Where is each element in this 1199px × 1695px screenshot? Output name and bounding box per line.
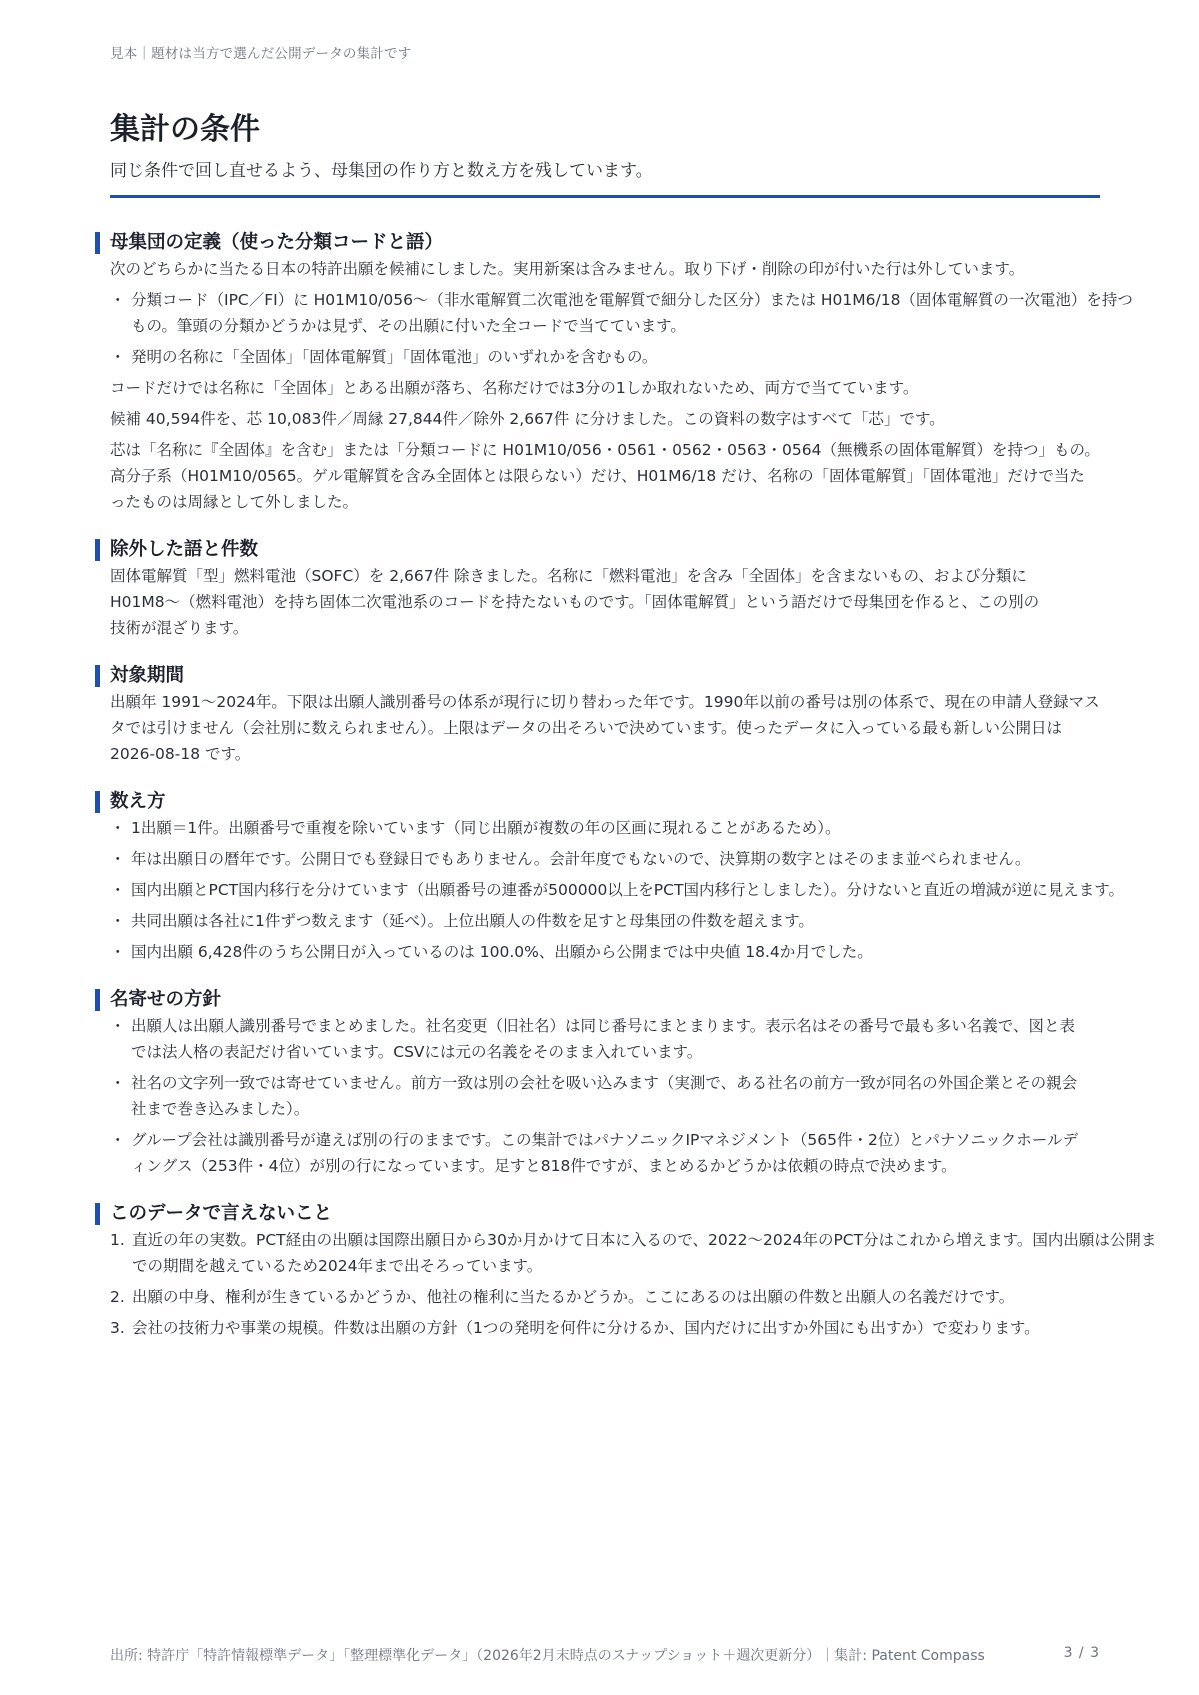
section-heading: [95, 537, 1135, 563]
bullet-text: 社名の文字列一致では寄せていません。前方一致は別の会社を吸い込みます（実測で、ある社名の前方一致が同名の外国企業とその親会社まで巻き込みました）。: [131, 1074, 1078, 1118]
section-heading-text: 数え方: [110, 791, 166, 812]
paragraph: 出願年 1991〜2024年。下限は出願人識別番号の体系が現行に切り替わった年です。1990年以前の番号は別の体系で、現在の申請人登録マスタでは引けません（会社別に数えられません）。上限はデータの出そろいで決めています。使ったデータに入っている最も新しい公開日は 2026-08-18 です。: [110, 693, 1100, 763]
bullet-text: 国内出願とPCT国内移行を分けています（出願番号の連番が500000以上をPCT国内移行としました）。分けないと直近の増減が逆に見えます。: [131, 881, 1124, 899]
bullet-text: 年は出願日の暦年です。公開日でも登録日でもありません。会計年度でもないので、決算期の数字とはそのまま並べられません。: [131, 850, 1031, 868]
footer-source: 出所: 特許庁「特許情報標準データ」「整理標準化データ」（2026年2月末時点のスナップショット＋週次更新分）｜集計: Patent Compass: [110, 1648, 985, 1664]
title-block: [110, 110, 1100, 198]
section-marker: [95, 989, 100, 1011]
bullet-text: 1出願＝1件。出願番号で重複を除いています（同じ出願が複数の年の区画に現れることがあるため）。: [131, 819, 841, 837]
bullet-mark: ・: [110, 348, 126, 366]
bullet-item: [110, 908, 1086, 934]
numbered-item: [110, 1227, 1162, 1279]
bullet-mark: ・: [110, 881, 126, 899]
bullet-item: [110, 1127, 1086, 1179]
bullet-text: 国内出願 6,428件のうち公開日が入っているのは 100.0%、出願から公開までは中央値 18.4か月でした。: [131, 943, 873, 961]
section-heading: [95, 230, 1135, 256]
page-footer: [110, 1645, 1100, 1665]
paragraph: 固体電解質「型」燃料電池（SOFC）を 2,667件 除きました。名称に「燃料電池」を含み「全固体」を含まないもの、および分類に H01M8〜（燃料電池）を持ち固体二次電池系のコードを持たないものです。「固体電解質」という語だけで母集団を作ると、この別の技術が混ざります。: [110, 567, 1040, 637]
section-limitations: [95, 1201, 1157, 1341]
bullet-item: [110, 939, 1086, 965]
section-population-definition: [95, 230, 1135, 515]
bullet-mark: ・: [110, 912, 126, 930]
title-divider: [110, 195, 1100, 198]
bullet-item: [110, 846, 1086, 872]
section-marker: [95, 665, 100, 687]
bullet-item: [110, 344, 1086, 370]
numbered-item: [110, 1315, 1077, 1341]
numbered-text: 出願の中身、権利が生きているかどうか、他社の権利に当たるかどうか。ここにあるのは出願の件数と出願人の名義だけです。: [132, 1288, 1015, 1306]
section-marker: [95, 1203, 100, 1225]
main-content: [95, 230, 1157, 1363]
bullet-item: [110, 1013, 1086, 1065]
numbered-text: 直近の年の実数。PCT経由の出願は国際出願日から30か月かけて日本に入るので、2022〜2024年のPCT分はこれから増えます。国内出願は公開までの期間を越えているため2024年まで出そろっています。: [132, 1231, 1157, 1275]
section-heading-text: 名寄せの方針: [110, 989, 222, 1010]
bullet-text: グループ会社は識別番号が違えば別の行のままです。この集計ではパナソニックIPマネジメント（565件・2位）とパナソニックホールディングス（253件・4位）が別の行になっています。足すと818件ですが、まとめるかどうかは依頼の時点で決めます。: [131, 1131, 1078, 1175]
section-marker: [95, 791, 100, 813]
section-excluded-terms: [95, 537, 1135, 641]
page-subtitle: 同じ条件で回し直せるよう、母集団の作り方と数え方を残しています。: [110, 161, 653, 181]
section-target-period: [95, 663, 1135, 767]
section-heading: [95, 789, 1135, 815]
section-heading-text: 母集団の定義（使った分類コードと語）: [110, 232, 444, 253]
page-number: 3 / 3: [1063, 1645, 1100, 1661]
paragraph: 次のどちらかに当たる日本の特許出願を候補にしました。実用新案は含みません。取り下げ・削除の印が付いた行は外しています。: [110, 260, 1025, 278]
bullet-mark: ・: [110, 1074, 126, 1092]
item-number: 1.: [110, 1231, 125, 1249]
bullet-item: [110, 815, 1086, 841]
paragraph: コードだけでは名称に「全固体」とある出願が落ち、名称だけでは3分の1しか取れないため、両方で当てています。: [110, 379, 919, 397]
item-number: 2.: [110, 1288, 125, 1306]
paragraph: 候補 40,594件を、芯 10,083件／周縁 27,844件／除外 2,667件 に分けました。この資料の数字はすべて「芯」です。: [110, 410, 945, 428]
bullet-item: [110, 877, 1141, 903]
section-marker: [95, 232, 100, 254]
bullet-mark: ・: [110, 819, 126, 837]
bullet-mark: ・: [110, 943, 126, 961]
numbered-text: 会社の技術力や事業の規模。件数は出願の方針（1つの発明を何件に分けるか、国内だけに出すか外国にも出すか）で変わります。: [132, 1319, 1040, 1337]
bullet-mark: ・: [110, 1017, 126, 1035]
section-heading-text: 対象期間: [110, 665, 185, 686]
section-heading: [95, 987, 1135, 1013]
bullet-mark: ・: [110, 850, 126, 868]
section-name-consolidation: [95, 987, 1135, 1179]
section-counting-method: [95, 789, 1135, 965]
page-title: 集計の条件: [110, 112, 260, 147]
bullet-text: 共同出願は各社に1件ずつ数えます（延べ）。上位出願人の件数を足すと母集団の件数を超えます。: [131, 912, 814, 930]
section-heading-text: 除外した語と件数: [110, 539, 259, 560]
section-marker: [95, 539, 100, 561]
bullet-text: 分類コード（IPC／FI）に H01M10/056〜（非水電解質二次電池を電解質で細分した区分）または H01M6/18（固体電解質の一次電池）を持つもの。筆頭の分類かどうかは見ず、その出願に付いた全コードで当てています。: [131, 291, 1133, 335]
section-heading: [95, 663, 1135, 689]
bullet-text: 出願人は出願人識別番号でまとめました。社名変更（旧社名）は同じ番号にまとまります。表示名はその番号で最も多い名義で、図と表では法人格の表記だけ省いています。CSVには元の名義をそのまま入れています。: [131, 1017, 1075, 1061]
numbered-item: [110, 1284, 1162, 1310]
paragraph: 芯は「名称に『全固体』を含む」または「分類コードに H01M10/056・0561・0562・0563・0564（無機系の固体電解質）を持つ」もの。高分子系（H01M10/0565。ゲル電解質を含み全固体とは限らない）だけ、H01M6/18 だけ、名称の「固体電解質」「固体電池」だけで当たったものは周縁として外しました。: [110, 441, 1100, 511]
section-heading-text: このデータで言えないこと: [110, 1203, 333, 1224]
bullet-item: [110, 287, 1141, 339]
bullet-item: [110, 1070, 1086, 1122]
item-number: 3.: [110, 1319, 125, 1337]
bullet-text: 発明の名称に「全固体」「固体電解質」「固体電池」のいずれかを含むもの。: [131, 348, 658, 366]
bullet-mark: ・: [110, 291, 126, 309]
section-heading: [95, 1201, 1135, 1227]
bullet-mark: ・: [110, 1131, 126, 1149]
sample-notice: 見本｜題材は当方で選んだ公開データの集計です: [110, 46, 412, 62]
